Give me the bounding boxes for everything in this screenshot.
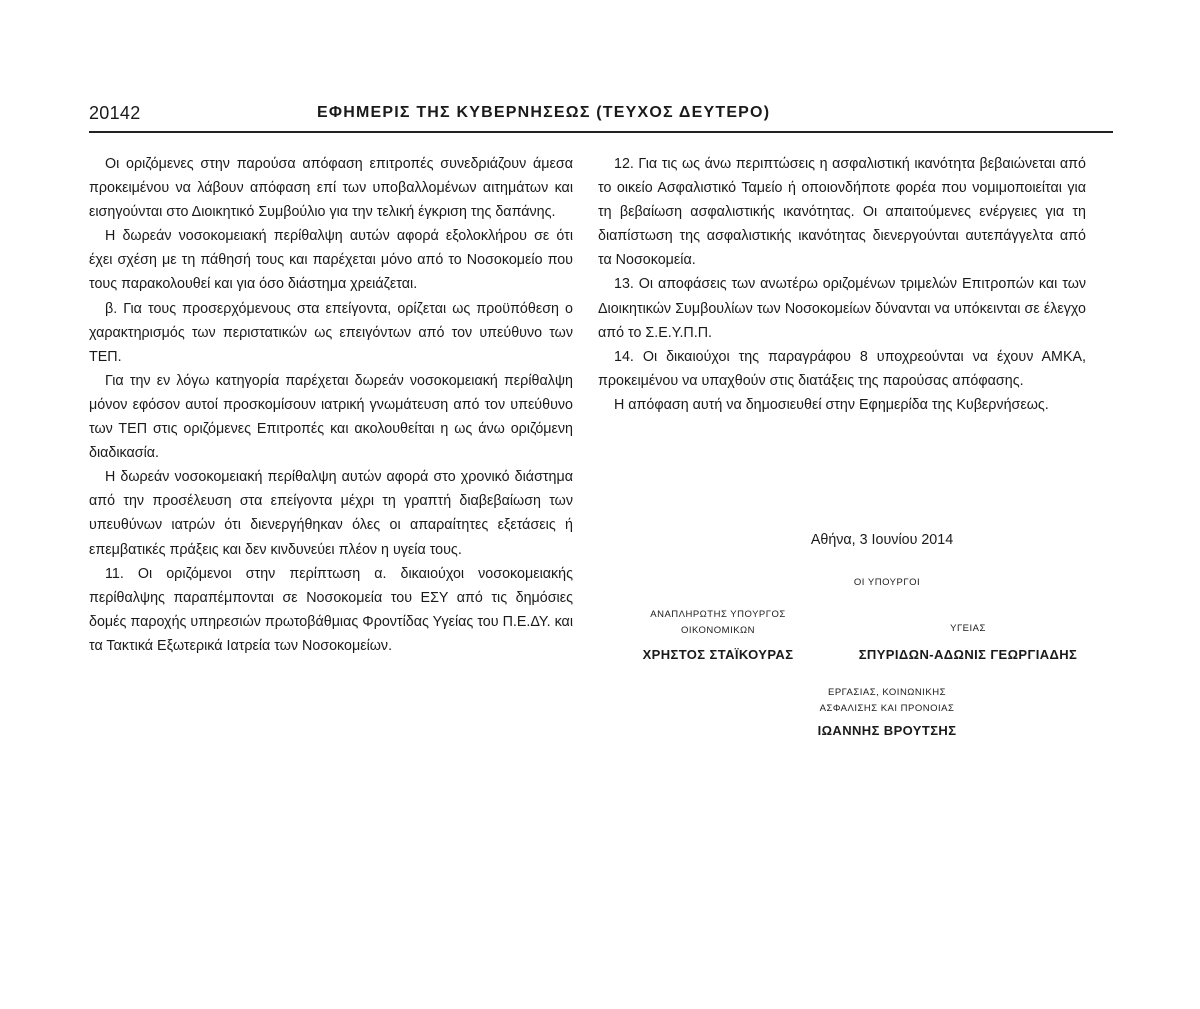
paragraph: 14. Οι δικαιούχοι της παραγράφου 8 υποχρεούνται να έχουν ΑΜΚΑ, προκειμένου να υπαχθούν στις διατάξεις της παρούσας απόφασης. [598,348,1086,389]
paragraph: Η απόφαση αυτή να δημοσιευθεί στην Εφημερίδα της Κυβερνήσεως. [614,396,1049,413]
minister-3-name: ΙΩΑΝΝΗΣ ΒΡΟΥΤΣΗΣ [817,723,957,738]
ministers-heading: ΟΙ ΥΠΟΥΡΓΟΙ [853,577,921,588]
minister-2-name: ΣΠΥΡΙΔΩΝ-ΑΔΩΝΙΣ ΓΕΩΡΓΙΑΔΗΣ [858,647,1078,662]
signing-date: Αθήνα, 3 Ιουνίου 2014 [810,532,954,548]
minister-1-title [598,607,838,639]
minister-3-title [598,685,1086,717]
paragraph: 13. Οι αποφάσεις των ανωτέρω οριζομένων τριμελών Επιτροπών και των Διοικητικών Συμβουλίων των Νοσοκομείων δύνανται να υπόκεινται σε έλεγχο από το Σ.Ε.Υ.Π.Π. [598,276,1086,341]
paragraph: Η δωρεάν νοσοκομειακή περίθαλψη αυτών αφορά στο χρονικό διάστημα από την προσέλευση στα επείγοντα μέχρι τη γραπτή διαβεβαίωση των υπευθύνων ιατρών ότι διενεργήθηκαν όλες οι απαραίτητες εξετάσεις ή επεμβατικές πράξεις και δεν κινδυνεύει πλέον η υγεία τους. [89,469,573,558]
right-column [598,152,1086,417]
left-column [89,152,573,658]
minister-3-title-line-1: ΕΡΓΑΣΙΑΣ, ΚΟΙΝΩΝΙΚΗΣ [828,687,946,698]
minister-1-title-line-2: ΟΙΚΟΝΟΜΙΚΩΝ [680,625,756,636]
minister-1-name: ΧΡΗΣΤΟΣ ΣΤΑΪΚΟΥΡΑΣ [642,647,794,662]
minister-2-title: ΥΓΕΙΑΣ [950,623,986,634]
signature-block [598,532,1086,752]
journal-title: ΕΦΗΜΕΡΙΣ ΤΗΣ ΚΥΒΕΡΝΗΣΕΩΣ (ΤΕΥΧΟΣ ΔΕΥΤΕΡΟ) [317,104,771,121]
page-number: 20142 [89,103,141,123]
paragraph: Για την εν λόγω κατηγορία παρέχεται δωρεάν νοσοκομειακή περίθαλψη μόνον εφόσον αυτοί προσκομίσουν ιατρική γνωμάτευση από τον υπεύθυνο των ΤΕΠ στις οριζόμενες Επιτροπές και ακολουθείται η ως άνω οριζόμενη διαδικασία. [89,372,573,462]
paragraph: 11. Οι οριζόμενοι στην περίπτωση α. δικαιούχοι νοσοκομειακής περίθαλψης παραπέμπονται σε Νοσοκομεία του ΕΣΥ από τις δημόσιες δομές παροχής υπηρεσιών πρωτοβάθμιας Φροντίδας Υγείας του Π.Ε.ΔΥ. και τα Τακτικά Εξωτερικά Ιατρεία των Νοσοκομείων. [89,565,573,654]
minister-3-title-line-2: ΑΣΦΑΛΙΣΗΣ ΚΑΙ ΠΡΟΝΟΙΑΣ [819,703,955,714]
paragraph: 12. Για τις ως άνω περιπτώσεις η ασφαλιστική ικανότητα βεβαιώνεται από το οικείο Ασφαλιστικό Ταμείο ή οποιονδήποτε φορέα που νομιμοποιείται για τη βεβαίωση ασφαλιστικής ικανότητας. Οι απαιτούμενες ενέργειες για τη διαπίστωση της ασφαλιστικής ικανότητας διενεργούνται αυτεπάγγελτα από τα Νοσοκομεία. [598,156,1086,269]
paragraph: Οι οριζόμενες στην παρούσα απόφαση επιτροπές συνεδριάζουν άμεσα προκειμένου να λάβουν απόφαση επί των υποβαλλομένων αιτημάτων και εισηγούνται στο Διοικητικό Συμβούλιο για την τελική έγκριση της δαπάνης. [89,156,573,221]
minister-1-title-line-1: ΑΝΑΠΛΗΡΩΤΗΣ ΥΠΟΥΡΓΟΣ [650,609,786,620]
paragraph: β. Για τους προσερχόμενους στα επείγοντα, ορίζεται ως προϋπόθεση ο χαρακτηρισμός των περιστατικών ως επειγόντων από τον υπεύθυνο των ΤΕΠ. [89,300,573,365]
paragraph: Η δωρεάν νοσοκομειακή περίθαλψη αυτών αφορά εξολοκλήρου σε ότι έχει σχέση με τη πάθησή τους και παρέχεται μόνο από το Νοσοκομείο που τους παρακολουθεί και για όσο διάστημα χρειάζεται. [89,228,573,293]
page-header [89,101,1113,133]
